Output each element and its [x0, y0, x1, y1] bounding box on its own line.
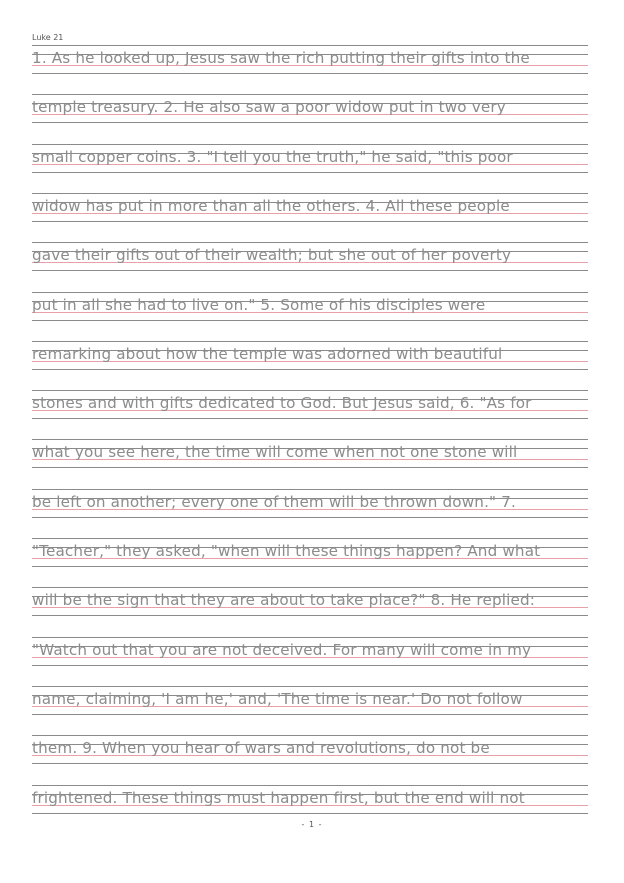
- baseline-guide-line: [32, 172, 588, 173]
- top-guide-line: [32, 489, 588, 490]
- practice-row: [32, 489, 588, 525]
- top-guide-line: [32, 390, 588, 391]
- baseline-guide-line: [32, 467, 588, 468]
- tracing-text: 1. As he looked up, Jesus saw the rich putting their gifts into the: [32, 49, 530, 67]
- practice-row: [32, 686, 588, 722]
- top-guide-line: [32, 341, 588, 342]
- tracing-text: put in all she had to live on." 5. Some of his disciples were: [32, 296, 486, 314]
- baseline-guide-line: [32, 665, 588, 666]
- practice-row: [32, 45, 588, 81]
- baseline-guide-line: [32, 270, 588, 271]
- practice-row: [32, 637, 588, 673]
- baseline-guide-line: [32, 320, 588, 321]
- practice-row: [32, 587, 588, 623]
- tracing-text: be left on another; every one of them will be thrown down." 7.: [32, 493, 516, 511]
- top-guide-line: [32, 144, 588, 145]
- page-label: Luke 21: [32, 33, 64, 42]
- tracing-text: remarking about how the temple was adorned with beautiful: [32, 345, 503, 363]
- baseline-guide-line: [32, 566, 588, 567]
- practice-row: [32, 341, 588, 377]
- practice-row: [32, 439, 588, 475]
- baseline-guide-line: [32, 73, 588, 74]
- baseline-guide-line: [32, 813, 588, 814]
- top-guide-line: [32, 637, 588, 638]
- tracing-text: name, claiming, 'I am he,' and, 'The time is near.' Do not follow: [32, 690, 523, 708]
- baseline-guide-line: [32, 418, 588, 419]
- practice-row: [32, 242, 588, 278]
- top-guide-line: [32, 242, 588, 243]
- top-guide-line: [32, 735, 588, 736]
- baseline-guide-line: [32, 615, 588, 616]
- baseline-guide-line: [32, 714, 588, 715]
- tracing-text: what you see here, the time will come when not one stone will: [32, 443, 518, 461]
- practice-row: [32, 193, 588, 229]
- baseline-guide-line: [32, 369, 588, 370]
- tracing-text: "Watch out that you are not deceived. For many will come in my: [32, 641, 532, 659]
- baseline-guide-line: [32, 517, 588, 518]
- tracing-text: gave their gifts out of their wealth; but she out of her poverty: [32, 246, 512, 264]
- baseline-guide-line: [32, 221, 588, 222]
- top-guide-line: [32, 94, 588, 95]
- practice-row: [32, 144, 588, 180]
- tracing-text: will be the sign that they are about to take place?" 8. He replied:: [32, 591, 536, 609]
- practice-row: [32, 538, 588, 574]
- practice-row: [32, 735, 588, 771]
- top-guide-line: [32, 45, 588, 46]
- baseline-guide-line: [32, 122, 588, 123]
- tracing-text: "Teacher," they asked, "when will these things happen? And what: [32, 542, 541, 560]
- top-guide-line: [32, 439, 588, 440]
- tracing-text: them. 9. When you hear of wars and revolutions, do not be: [32, 739, 490, 757]
- tracing-text: frightened. These things must happen first, but the end will not: [32, 789, 525, 807]
- tracing-text: temple treasury. 2. He also saw a poor widow put in two very: [32, 98, 506, 116]
- top-guide-line: [32, 292, 588, 293]
- page-number: - 1 -: [301, 820, 323, 829]
- tracing-text: widow has put in more than all the others. 4. All these people: [32, 197, 510, 215]
- top-guide-line: [32, 686, 588, 687]
- top-guide-line: [32, 538, 588, 539]
- tracing-text: stones and with gifts dedicated to God. But Jesus said, 6. "As for: [32, 394, 532, 412]
- top-guide-line: [32, 587, 588, 588]
- top-guide-line: [32, 193, 588, 194]
- practice-row: [32, 292, 588, 328]
- top-guide-line: [32, 785, 588, 786]
- practice-row: [32, 785, 588, 821]
- practice-row: [32, 94, 588, 130]
- tracing-text: small copper coins. 3. "I tell you the truth," he said, "this poor: [32, 148, 513, 166]
- practice-row: [32, 390, 588, 426]
- baseline-guide-line: [32, 763, 588, 764]
